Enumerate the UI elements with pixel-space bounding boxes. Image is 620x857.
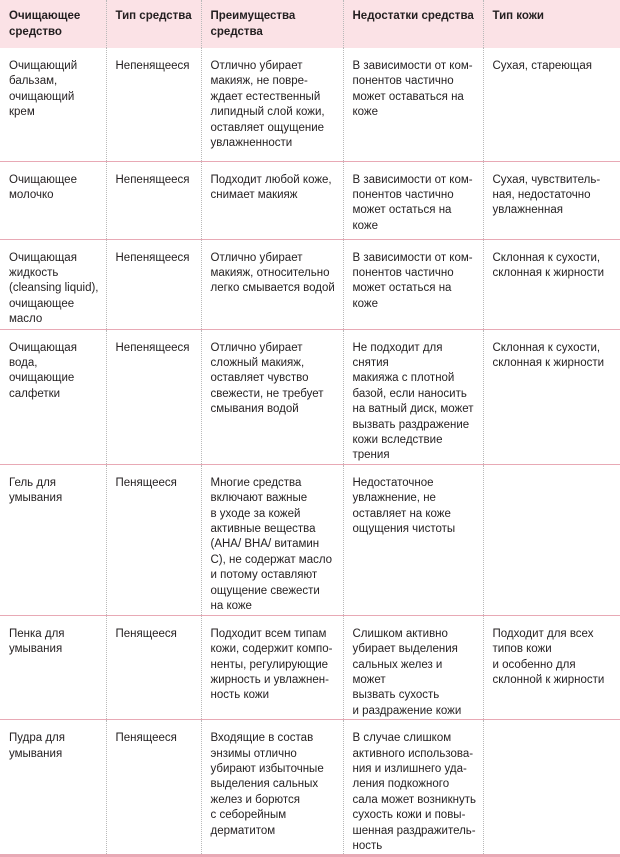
cell-skin-type: Сухая, стареющая [483, 48, 620, 161]
cell-product-type: Непенящееся [106, 48, 201, 161]
header-product-type: Тип средства [106, 0, 201, 48]
cell-cleanser: Очищающее молочко [0, 161, 106, 239]
cell-product-type: Непенящееся [106, 329, 201, 464]
cell-skin-type: Склонная к сухости, склонная к жирности [483, 329, 620, 464]
cell-disadvantages: В зависимости от ком- понентов частично может оставаться на коже [343, 48, 483, 161]
cell-product-type: Непенящееся [106, 239, 201, 329]
cell-product-type: Непенящееся [106, 161, 201, 239]
cell-advantages: Подходит любой коже, снимает макияж [201, 161, 343, 239]
cell-cleanser: Очищающий бальзам, очищающий крем [0, 48, 106, 161]
header-advantages: Преимущества средства [201, 0, 343, 48]
cell-disadvantages: В зависимости от ком- понентов частично может остаться на коже [343, 239, 483, 329]
cell-cleanser: Пудра для умывания [0, 720, 106, 856]
table-row [0, 720, 620, 856]
cell-disadvantages: В зависимости от ком- понентов частично может остаться на коже [343, 161, 483, 239]
table-row [0, 329, 620, 464]
cell-skin-type [483, 464, 620, 615]
cell-advantages: Отлично убирает макияж, относительно легко смывается водой [201, 239, 343, 329]
cell-cleanser: Очищающая жидкость (cleansing liquid), очищающее масло [0, 239, 106, 329]
cell-advantages: Отлично убирает сложный макияж, оставляет чувство свежести, не требует смывания водой [201, 329, 343, 464]
cell-advantages: Отлично убирает макияж, не повре- ждает естественный липидный слой кожи, оставляет ощущение увлажненности [201, 48, 343, 161]
cell-disadvantages: Слишком активно убирает выделения сальных желез и может вызвать сухость и раздражение кожи [343, 615, 483, 719]
cell-product-type: Пенящееся [106, 464, 201, 615]
cell-cleanser: Пенка для умывания [0, 615, 106, 719]
header-skin-type: Тип кожи [483, 0, 620, 48]
table-header [0, 0, 620, 48]
table-row [0, 615, 620, 719]
cell-cleanser: Гель для умывания [0, 464, 106, 615]
table-row [0, 239, 620, 329]
table-body [0, 48, 620, 856]
table-row [0, 48, 620, 161]
cell-cleanser: Очищающая вода, очищающие салфетки [0, 329, 106, 464]
cell-disadvantages: Не подходит для снятия макияжа с плотной базой, если наносить на ватный диск, может вызвать раздражение кожи вследствие трения [343, 329, 483, 464]
cell-disadvantages: Недостаточное увлажнение, не оставляет на коже ощущения чистоты [343, 464, 483, 615]
cell-skin-type: Подходит для всех типов кожи и особенно для склонной к жирности [483, 615, 620, 719]
cell-product-type: Пенящееся [106, 720, 201, 856]
table-row [0, 464, 620, 615]
cell-skin-type: Склонная к сухости, склонная к жирности [483, 239, 620, 329]
header-cleanser: Очищающее средство [0, 0, 106, 48]
table-row [0, 161, 620, 239]
cell-skin-type [483, 720, 620, 856]
cell-advantages: Входящие в состав энзимы отлично убирают избыточные выделения сальных желез и борются с себорейным дерматитом [201, 720, 343, 856]
cell-product-type: Пенящееся [106, 615, 201, 719]
header-disadvantages: Недостатки средства [343, 0, 483, 48]
cell-advantages: Подходит всем типам кожи, содержит компо- ненты, регулирующие жирность и увлажнен- ность кожи [201, 615, 343, 719]
cell-skin-type: Сухая, чувствитель- ная, недостаточно увлажненная [483, 161, 620, 239]
cell-advantages: Многие средства включают важные в уходе за кожей активные вещества (AHA/ BHA/ витамин C), не содержат масло и потому оставляют ощущение свежести на коже [201, 464, 343, 615]
header-row [0, 0, 620, 48]
cell-disadvantages: В случае слишком активного использова- ния и излишнего уда- ления подкожного сала может возникнуть сухость кожи и повы- шенная раздражитель- ность [343, 720, 483, 856]
